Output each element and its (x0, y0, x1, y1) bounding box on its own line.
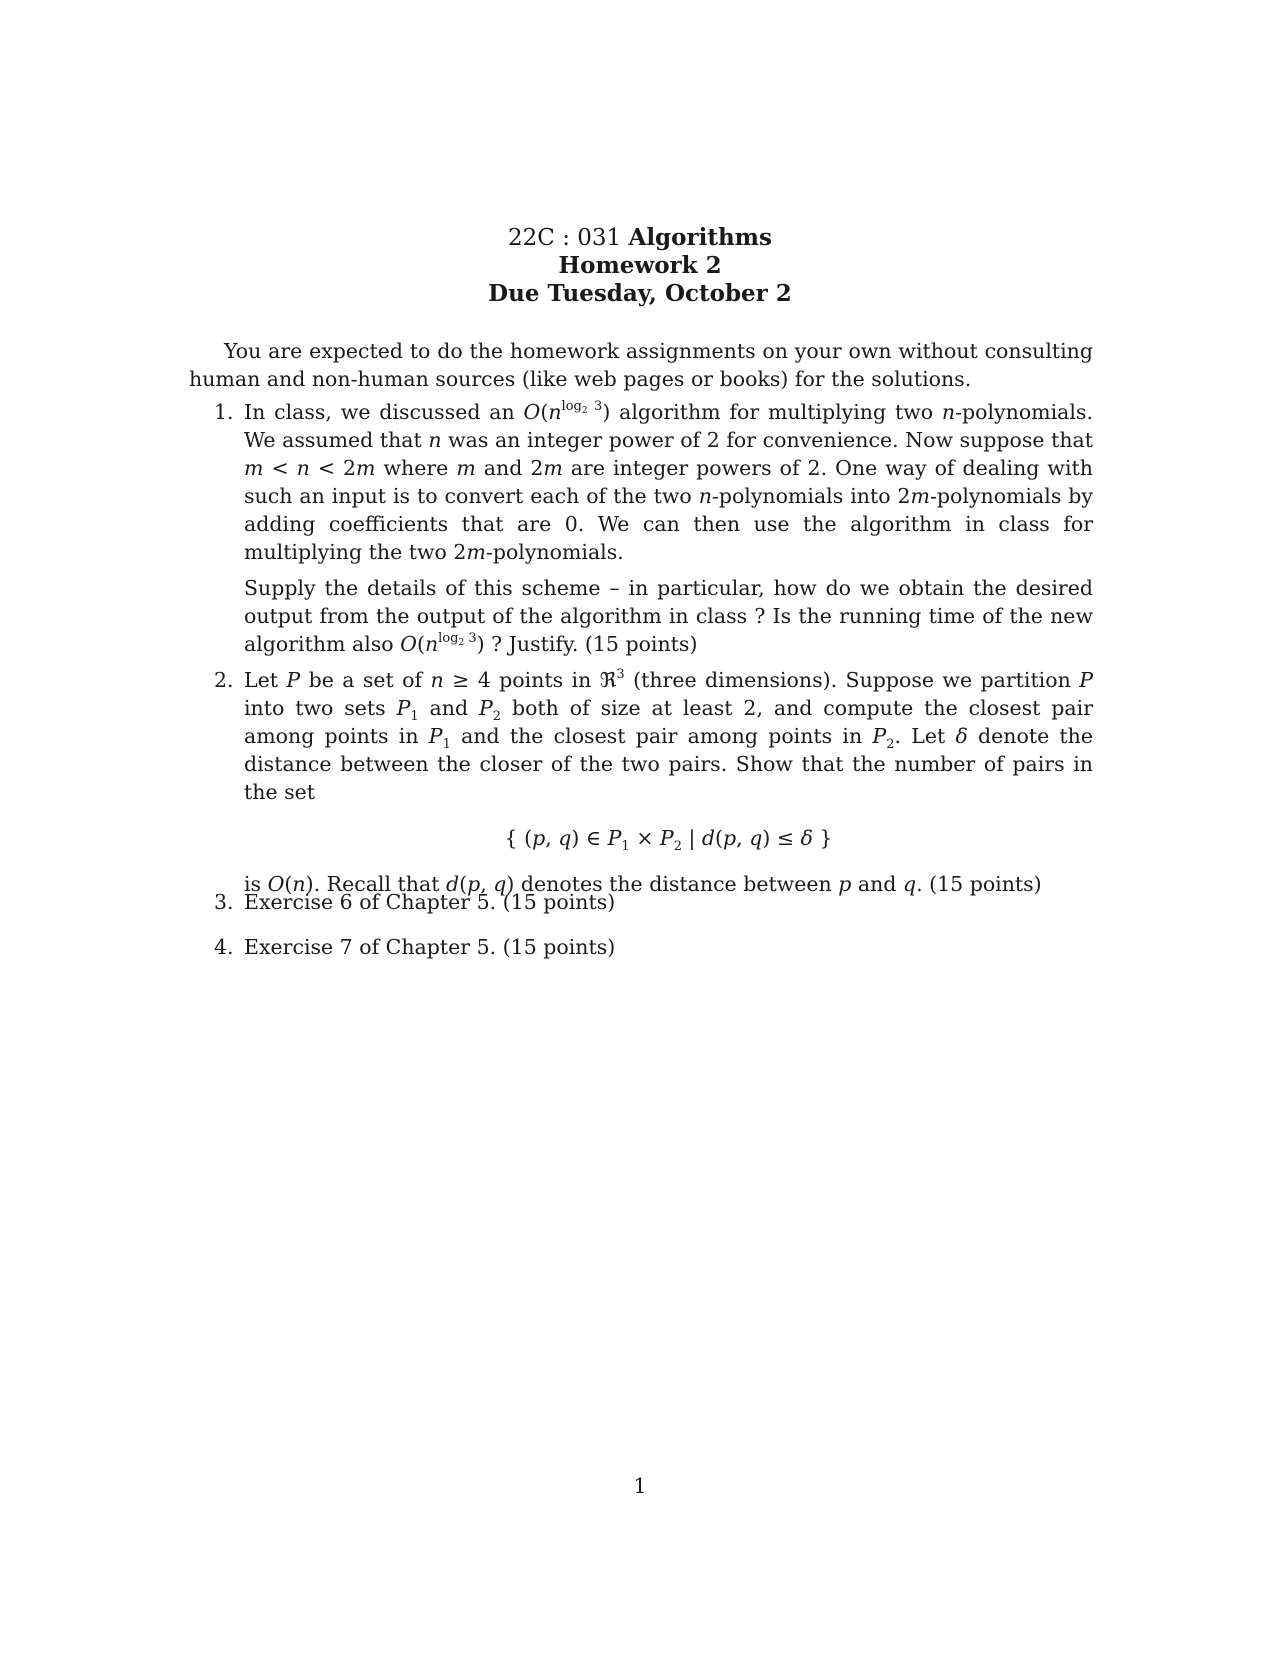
problem-1-paragraph-1: In class, we discussed an $O(n^{log_2 3})$ algorithm for multiplying two n-polynomials. We assumed that n was an integer power of 2 for convenience. Now suppose that m < n < 2m where m and 2m are integer powers of 2. One way of dealing with such an input is to convert each of the two n-polynomials into 2m-polynomials by adding coefficients that are 0. We can then use the algorithm in class for multiplying the two 2m-polynomials. (244, 399, 1094, 564)
problem-text (244, 398, 1093, 658)
problem-number: 1. (214, 400, 234, 424)
problem-2 (189, 666, 1093, 898)
due-date: Due Tuesday, October 2 (488, 280, 792, 307)
problem-2-conclusion: is O(n). Recall that d(p, q) denotes the distance between p and q. (15 points) (244, 872, 1042, 896)
problem-number: 2. (214, 668, 234, 692)
problem-text (244, 666, 1093, 898)
problem-3 (189, 888, 1093, 916)
page-number: 1 (633, 1474, 647, 1498)
assignment-title: Homework 2 (558, 252, 722, 279)
course-title-line (0, 224, 1280, 252)
problem-2-paragraph: Let P be a set of n ≥ 4 points in ℜ$^3$ (three dimensions). Suppose we partition P into two sets $P_1$ and $P_2$ both of size at least 2, and compute the closest pair among points in $P_1$ and the closest pair among points in $P_2$. Let δ denote the distance between the closer of the two pairs. Show that the number of pairs in the set (244, 667, 1094, 804)
problem-text: Exercise 6 of Chapter 5. (15 points) (244, 890, 616, 914)
problem-4 (189, 933, 1093, 961)
problem-1-paragraph-2: Supply the details of this scheme – in particular, how do we obtain the desired output from the output of the algorithm in class ? Is the running time of the new algorithm also $O(n^{log_2 3})$ ? Justify. (15 points) (244, 576, 1093, 656)
intro-paragraph: You are expected to do the homework assignments on your own without consulting human and non-human sources (like web pages or books) for the solutions. (189, 339, 1093, 391)
course-name: Algorithms (628, 224, 772, 251)
set-definition-formula: { (p, q) ∈ $P_1 \times P_2$ | d(p, q) ≤ δ } (504, 826, 833, 854)
problem-text: Exercise 7 of Chapter 5. (15 points) (244, 935, 616, 959)
title-block (0, 224, 1280, 308)
problem-number: 3. (214, 890, 234, 914)
problem-number: 4. (214, 935, 234, 959)
course-code: 22C : 031 (508, 225, 622, 251)
problem-1 (189, 398, 1093, 658)
